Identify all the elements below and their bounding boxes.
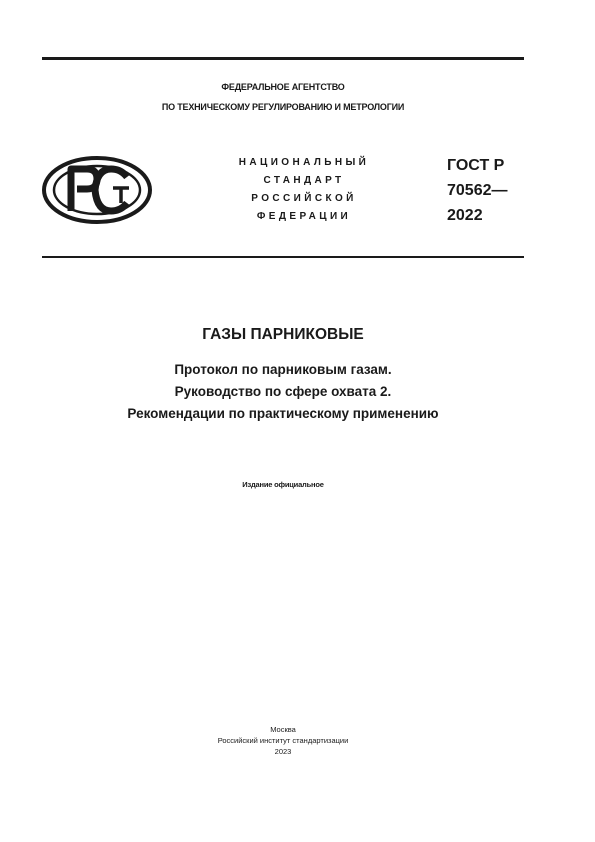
gost-designation-line3: 2022 bbox=[447, 207, 483, 224]
gost-designation-line1: ГОСТ Р bbox=[447, 157, 505, 174]
header-divider bbox=[42, 256, 524, 258]
top-rule bbox=[42, 57, 524, 60]
document-title: ГАЗЫ ПАРНИКОВЫЕ bbox=[202, 326, 364, 343]
standard-type-line4: ФЕДЕРАЦИИ bbox=[256, 211, 352, 222]
standard-type-line1: НАЦИОНАЛЬНЫЙ bbox=[238, 157, 370, 168]
gost-designation-line2: 70562— bbox=[447, 182, 508, 199]
rst-certification-mark-icon bbox=[41, 155, 153, 225]
footer-year: 2023 bbox=[274, 747, 292, 756]
document-subtitle-line3: Рекомендации по практическому применению bbox=[127, 406, 439, 421]
standard-type-line2: СТАНДАРТ bbox=[263, 175, 345, 186]
agency-name-line2: ПО ТЕХНИЧЕСКОМУ РЕГУЛИРОВАНИЮ И МЕТРОЛОГИИ bbox=[161, 102, 405, 112]
document-subtitle-line1: Протокол по парниковым газам. bbox=[174, 362, 392, 377]
standard-type-line3: РОССИЙСКОЙ bbox=[251, 193, 357, 204]
document-subtitle-line2: Руководство по сфере охвата 2. bbox=[174, 384, 392, 399]
agency-name-line1: ФЕДЕРАЛЬНОЕ АГЕНТСТВО bbox=[221, 82, 345, 92]
footer-publisher: Российский институт стандартизации bbox=[217, 736, 349, 745]
official-edition-note: Издание официальное bbox=[242, 480, 324, 489]
footer-city: Москва bbox=[270, 725, 296, 734]
